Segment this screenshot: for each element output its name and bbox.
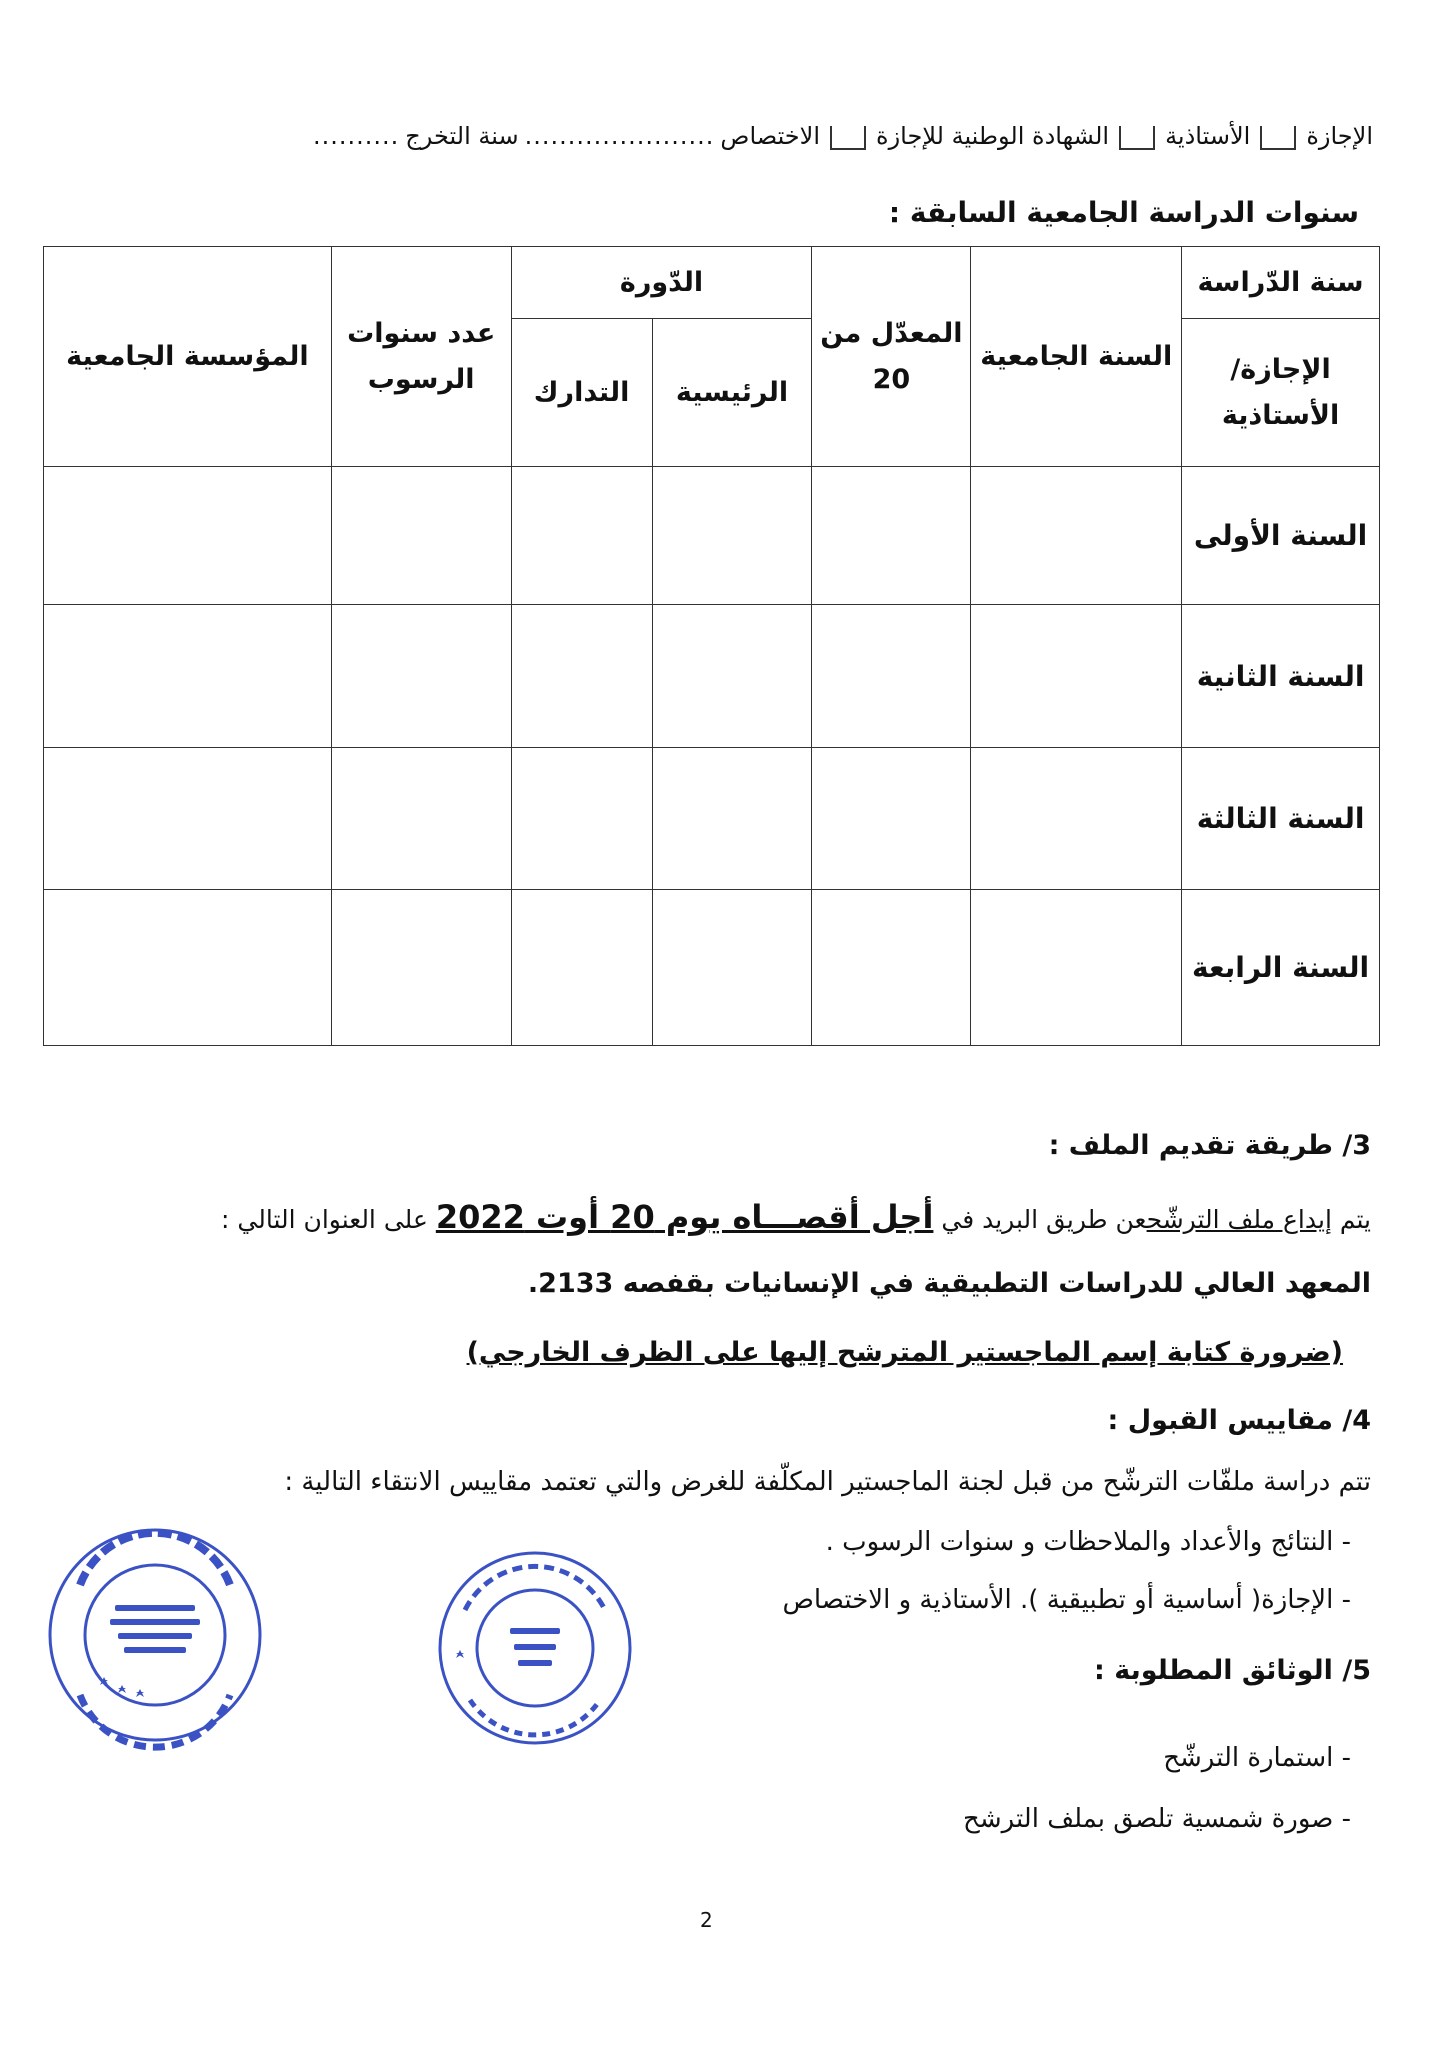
- section3-line1-c: عن طريق البريد في: [933, 1205, 1147, 1234]
- table-cell[interactable]: [971, 467, 1182, 605]
- university-stamp-right: [430, 1540, 640, 1755]
- table-cell[interactable]: [511, 605, 652, 747]
- license-label: الإجازة: [1306, 122, 1373, 150]
- table-cell[interactable]: [44, 747, 332, 889]
- document-item: - استمارة الترشّح: [1163, 1743, 1351, 1773]
- header-session-catchup: التدارك: [511, 319, 652, 467]
- section5-title: 5/ الوثائق المطلوبة :: [1094, 1655, 1371, 1686]
- table-cell[interactable]: [331, 467, 511, 605]
- table-cell[interactable]: [331, 889, 511, 1045]
- specialty-label: الاختصاص: [720, 122, 820, 150]
- table-cell[interactable]: [331, 747, 511, 889]
- header-license-masters: الإجازة/ الأستاذية: [1182, 319, 1380, 467]
- university-stamp-left: [40, 1515, 270, 1755]
- header-institution: المؤسسة الجامعية: [44, 247, 332, 467]
- section3-title: 3/ طريقة تقديم الملف :: [1048, 1130, 1371, 1161]
- document-item: - صورة شمسية تلصق بملف الترشح: [963, 1804, 1351, 1834]
- header-average: المعدّل من 20: [812, 247, 971, 467]
- header-failed-years: عدد سنوات الرسوب: [331, 247, 511, 467]
- table-cell[interactable]: [44, 605, 332, 747]
- section3-line1-e: على العنوان التالي :: [221, 1205, 436, 1234]
- table-cell[interactable]: [652, 889, 812, 1045]
- previous-years-title: سنوات الدراسة الجامعية السابقة :: [888, 196, 1359, 229]
- masters-checkbox[interactable]: [1119, 126, 1155, 150]
- table-cell[interactable]: [511, 747, 652, 889]
- criteria-item: - النتائج والأعداد والملاحظات و سنوات الرسوب .: [825, 1527, 1351, 1557]
- table-cell[interactable]: [652, 605, 812, 747]
- deadline-text: أجل أقصـــاه يوم 20 أوت 2022: [435, 1198, 934, 1236]
- grad-year-label: سنة التخرج: [405, 122, 519, 150]
- table-cell[interactable]: [331, 605, 511, 747]
- degree-selection-line: [150, 122, 1373, 150]
- section3-line1: [70, 1198, 1371, 1236]
- table-cell[interactable]: [812, 747, 971, 889]
- table-cell[interactable]: [511, 889, 652, 1045]
- table-cell[interactable]: [971, 747, 1182, 889]
- table-cell[interactable]: [652, 467, 812, 605]
- table-row: [44, 467, 1380, 605]
- table-row: [44, 747, 1380, 889]
- table-cell[interactable]: [971, 605, 1182, 747]
- license-checkbox[interactable]: [1260, 126, 1296, 150]
- row-label: السنة الثالثة: [1182, 747, 1380, 889]
- table-cell[interactable]: [511, 467, 652, 605]
- header-study-year: سنة الدّراسة: [1182, 247, 1380, 319]
- header-session: الدّورة: [511, 247, 812, 319]
- page-number: 2: [700, 1908, 713, 1932]
- envelope-note: (ضرورة كتابة إسم الماجستير المترشح إليها على الظرف الخارجي): [466, 1337, 1343, 1368]
- criteria-item: - الإجازة( أساسية أو تطبيقية ). الأستاذية و الاختصاص: [782, 1585, 1351, 1615]
- header-academic-year: السنة الجامعية: [971, 247, 1182, 467]
- table-cell[interactable]: [812, 605, 971, 747]
- table-row: [44, 605, 1380, 747]
- section4-intro: تتم دراسة ملفّات الترشّح من قبل لجنة الماجستير المكلّفة للغرض والتي تعتمد مقاييس الانتقاء التالية :: [284, 1467, 1371, 1497]
- national-license-checkbox[interactable]: [830, 126, 866, 150]
- section3-line1-a: يتم: [1331, 1205, 1371, 1234]
- section3-line1-b: إيداع ملف الترشّح: [1146, 1205, 1332, 1234]
- masters-label: الأستاذية: [1165, 122, 1251, 150]
- table-cell[interactable]: [812, 889, 971, 1045]
- table-cell[interactable]: [652, 747, 812, 889]
- row-label: السنة الثانية: [1182, 605, 1380, 747]
- table-cell[interactable]: [44, 467, 332, 605]
- grad-year-field[interactable]: ..........: [312, 122, 400, 150]
- table-row: [44, 889, 1380, 1045]
- section4-title: 4/ مقاييس القبول :: [1107, 1405, 1371, 1436]
- row-label: السنة الرابعة: [1182, 889, 1380, 1045]
- header-session-main: الرئيسية: [652, 319, 812, 467]
- table-cell[interactable]: [44, 889, 332, 1045]
- previous-studies-table: [43, 246, 1380, 1046]
- table-cell[interactable]: [971, 889, 1182, 1045]
- table-cell[interactable]: [812, 467, 971, 605]
- national-license-label: الشهادة الوطنية للإجازة: [876, 122, 1110, 150]
- institute-address: المعهد العالي للدراسات التطبيقية في الإنسانيات بقفصه 2133.: [527, 1268, 1371, 1299]
- specialty-field[interactable]: ......................: [524, 122, 715, 150]
- row-label: السنة الأولى: [1182, 467, 1380, 605]
